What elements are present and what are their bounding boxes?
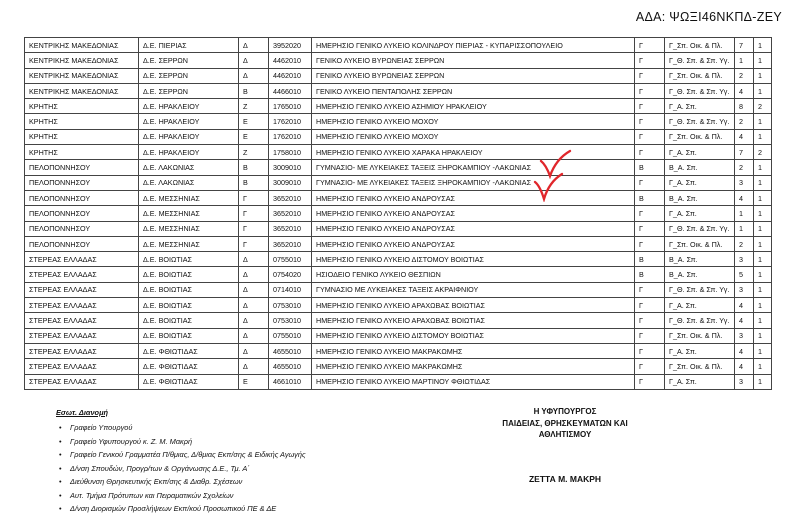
table-cell: ΗΣΙΟΔΕΙΟ ΓΕΝΙΚΟ ΛΥΚΕΙΟ ΘΕΣΠΙΩΝ — [312, 267, 635, 282]
table-cell: Δ.Ε. ΗΡΑΚΛΕΙΟΥ — [139, 145, 239, 160]
table-cell: 1 — [735, 53, 754, 68]
table-cell: 4661010 — [269, 374, 312, 389]
table-cell: 1 — [754, 114, 772, 129]
table-cell: ΣΤΕΡΕΑΣ ΕΛΛΑΔΑΣ — [25, 298, 139, 313]
table-cell: ΠΕΛΟΠΟΝΝΗΣΟΥ — [25, 190, 139, 205]
table-cell: ΗΜΕΡΗΣΙΟ ΓΕΝΙΚΟ ΛΥΚΕΙΟ ΜΑΡΤΙΝΟΥ ΦΘΙΩΤΙΔΑΣ — [312, 374, 635, 389]
table-row — [25, 374, 772, 389]
table-cell: ΗΜΕΡΗΣΙΟ ΓΕΝΙΚΟ ΛΥΚΕΙΟ ΑΝΔΡΟΥΣΑΣ — [312, 236, 635, 251]
table-cell: Δ.Ε. ΣΕΡΡΩΝ — [139, 53, 239, 68]
distribution-item: • Διεύθυνση Θρησκευτικής Εκπ/σης & Διαθρ. Σχέσεων — [70, 475, 306, 489]
table-cell: 1 — [754, 343, 772, 358]
table-cell: Γ — [635, 374, 665, 389]
table-cell: Γ_Σπ. Οικ. & Πλ. — [665, 359, 735, 374]
table-cell: Δ.Ε. ΗΡΑΚΛΕΙΟΥ — [139, 99, 239, 114]
signature-title-line: Η ΥΦΥΠΟΥΡΓΟΣ — [533, 407, 597, 416]
table-cell: Β — [239, 175, 269, 190]
table-cell: Γ_Θ. Σπ. & Σπ. Υγ. — [665, 313, 735, 328]
table-cell: 0754020 — [269, 267, 312, 282]
table-cell: ΣΤΕΡΕΑΣ ΕΛΛΑΔΑΣ — [25, 328, 139, 343]
table-row — [25, 267, 772, 282]
table-cell: ΗΜΕΡΗΣΙΟ ΓΕΝΙΚΟ ΛΥΚΕΙΟ ΚΟΛΙΝΔΡΟΥ ΠΙΕΡΙΑΣ - ΚΥΠΑΡΙΣΣΟΠΟΥΛΕΙΟ — [312, 38, 635, 53]
table-row — [25, 359, 772, 374]
table-row — [25, 282, 772, 297]
table-cell: 1 — [754, 175, 772, 190]
table-cell: Γ_Θ. Σπ. & Σπ. Υγ. — [665, 83, 735, 98]
table-cell: ΗΜΕΡΗΣΙΟ ΓΕΝΙΚΟ ΛΥΚΕΙΟ ΑΡΑΧΩΒΑΣ ΒΟΙΩΤΙΑΣ — [312, 298, 635, 313]
table-cell: 1762010 — [269, 129, 312, 144]
table-cell: ΣΤΕΡΕΑΣ ΕΛΛΑΔΑΣ — [25, 313, 139, 328]
table-cell: ΣΤΕΡΕΑΣ ΕΛΛΑΔΑΣ — [25, 359, 139, 374]
table-cell: Γ — [635, 83, 665, 98]
table-cell: Γ_Σπ. Οικ. & Πλ. — [665, 129, 735, 144]
table-row — [25, 83, 772, 98]
table-row — [25, 160, 772, 175]
table-cell: Δ.Ε. ΠΙΕΡΙΑΣ — [139, 38, 239, 53]
table-cell: ΗΜΕΡΗΣΙΟ ΓΕΝΙΚΟ ΛΥΚΕΙΟ ΑΝΔΡΟΥΣΑΣ — [312, 221, 635, 236]
table-row — [25, 221, 772, 236]
table-cell: Δ.Ε. ΛΑΚΩΝΙΑΣ — [139, 160, 239, 175]
table-cell: Β — [635, 190, 665, 205]
table-cell: 3652010 — [269, 190, 312, 205]
table-cell: Γ_Σπ. Οικ. & Πλ. — [665, 236, 735, 251]
table-cell: Γ_Α. Σπ. — [665, 145, 735, 160]
table-cell: ΗΜΕΡΗΣΙΟ ΓΕΝΙΚΟ ΛΥΚΕΙΟ ΜΟΧΟΥ — [312, 114, 635, 129]
table-cell: Β_Α. Σπ. — [665, 267, 735, 282]
table-cell: ΣΤΕΡΕΑΣ ΕΛΛΑΔΑΣ — [25, 267, 139, 282]
check-mark-icon — [532, 172, 566, 202]
table-cell: 1 — [754, 68, 772, 83]
table-cell: Γ — [635, 114, 665, 129]
table-cell: ΗΜΕΡΗΣΙΟ ΓΕΝΙΚΟ ΛΥΚΕΙΟ ΑΣΗΜΙΟΥ ΗΡΑΚΛΕΙΟΥ — [312, 99, 635, 114]
table-cell: ΠΕΛΟΠΟΝΝΗΣΟΥ — [25, 175, 139, 190]
table-cell: Δ.Ε. ΜΕΣΣΗΝΙΑΣ — [139, 206, 239, 221]
table-cell: 4 — [735, 359, 754, 374]
table-cell: Δ.Ε. ΦΘΙΩΤΙΔΑΣ — [139, 374, 239, 389]
table-cell: 4 — [735, 343, 754, 358]
table-cell: Γ — [635, 145, 665, 160]
table-cell: Γ — [635, 221, 665, 236]
table-cell: 3 — [735, 374, 754, 389]
table-cell: Γ — [635, 343, 665, 358]
table-cell: Δ — [239, 252, 269, 267]
table-cell: 8 — [735, 99, 754, 114]
table-cell: Γ — [635, 236, 665, 251]
table-cell: Δ — [239, 298, 269, 313]
signer-name: ΖΕΤΤΑ Μ. ΜΑΚΡΗ — [528, 474, 602, 484]
signature-title — [490, 406, 640, 441]
table-cell: Β — [635, 267, 665, 282]
table-cell: Δ.Ε. ΣΕΡΡΩΝ — [139, 68, 239, 83]
table-row — [25, 38, 772, 53]
table-cell: Δ.Ε. ΜΕΣΣΗΝΙΑΣ — [139, 236, 239, 251]
table-cell: Γ — [239, 206, 269, 221]
table-cell: Γ_Σπ. Οικ. & Πλ. — [665, 38, 735, 53]
table-cell: Δ.Ε. ΗΡΑΚΛΕΙΟΥ — [139, 114, 239, 129]
table-cell: ΗΜΕΡΗΣΙΟ ΓΕΝΙΚΟ ΛΥΚΕΙΟ ΔΙΣΤΟΜΟΥ ΒΟΙΩΤΙΑΣ — [312, 328, 635, 343]
table-cell: 4 — [735, 129, 754, 144]
table-cell: Γ_Α. Σπ. — [665, 298, 735, 313]
table-cell: 1 — [754, 267, 772, 282]
table-cell: 0714010 — [269, 282, 312, 297]
table-cell: Γ — [635, 53, 665, 68]
table-cell: ΚΡΗΤΗΣ — [25, 145, 139, 160]
table-cell: 3652010 — [269, 236, 312, 251]
table-cell: Β_Α. Σπ. — [665, 252, 735, 267]
table-row — [25, 328, 772, 343]
table-row — [25, 252, 772, 267]
table-cell: Γ_Θ. Σπ. & Σπ. Υγ. — [665, 282, 735, 297]
table-cell: 4466010 — [269, 83, 312, 98]
table-cell: Γ_Α. Σπ. — [665, 374, 735, 389]
table-cell: 4462010 — [269, 53, 312, 68]
table-cell: Δ.Ε. ΒΟΙΩΤΙΑΣ — [139, 252, 239, 267]
table-cell: Δ.Ε. ΒΟΙΩΤΙΑΣ — [139, 328, 239, 343]
table-row — [25, 206, 772, 221]
table-cell: Β — [635, 160, 665, 175]
table-cell: 3 — [735, 328, 754, 343]
table-cell: ΚΡΗΤΗΣ — [25, 114, 139, 129]
table-row — [25, 343, 772, 358]
table-cell: 3652010 — [269, 221, 312, 236]
table-cell: Δ.Ε. ΜΕΣΣΗΝΙΑΣ — [139, 190, 239, 205]
table-cell: 2 — [754, 145, 772, 160]
table-cell: Γ — [635, 313, 665, 328]
table-cell: 1 — [754, 38, 772, 53]
table-cell: Δ — [239, 38, 269, 53]
table-row — [25, 236, 772, 251]
table-cell: ΚΕΝΤΡΙΚΗΣ ΜΑΚΕΔΟΝΙΑΣ — [25, 53, 139, 68]
table-cell: ΗΜΕΡΗΣΙΟ ΓΕΝΙΚΟ ΛΥΚΕΙΟ ΜΑΚΡΑΚΩΜΗΣ — [312, 343, 635, 358]
table-row — [25, 114, 772, 129]
table-cell: Γ — [635, 68, 665, 83]
table-cell: 4 — [735, 190, 754, 205]
table-cell: ΣΤΕΡΕΑΣ ΕΛΛΑΔΑΣ — [25, 343, 139, 358]
table-cell: 4 — [735, 83, 754, 98]
table-cell: 0753010 — [269, 298, 312, 313]
table-cell: 4655010 — [269, 343, 312, 358]
table-cell: 2 — [735, 236, 754, 251]
table-cell: 1765010 — [269, 99, 312, 114]
table-cell: ΗΜΕΡΗΣΙΟ ΓΕΝΙΚΟ ΛΥΚΕΙΟ ΑΝΔΡΟΥΣΑΣ — [312, 190, 635, 205]
table-row — [25, 129, 772, 144]
distribution-item: • Γραφείο Γενικού Γραμματέα Π/θμιας, Δ/θμιας Εκπ/σης & Ειδικής Αγωγής — [70, 448, 306, 462]
table-row — [25, 53, 772, 68]
table-body — [25, 38, 772, 390]
table-cell: ΚΕΝΤΡΙΚΗΣ ΜΑΚΕΔΟΝΙΑΣ — [25, 68, 139, 83]
table-cell: 1 — [735, 221, 754, 236]
table-cell: ΚΡΗΤΗΣ — [25, 99, 139, 114]
table-cell: 3009010 — [269, 160, 312, 175]
table-cell: Δ.Ε. ΒΟΙΩΤΙΑΣ — [139, 298, 239, 313]
table-cell: Γ — [635, 175, 665, 190]
table-cell: 2 — [735, 160, 754, 175]
signature-title-line: ΠΑΙΔΕΙΑΣ, ΘΡΗΣΚΕΥΜΑΤΩΝ ΚΑΙ — [502, 418, 628, 428]
table-cell: 0755010 — [269, 328, 312, 343]
table-cell: 1 — [754, 282, 772, 297]
table-cell: ΣΤΕΡΕΑΣ ΕΛΛΑΔΑΣ — [25, 252, 139, 267]
table-cell: 1 — [754, 374, 772, 389]
table-cell: 3009010 — [269, 175, 312, 190]
table-cell: 1 — [754, 252, 772, 267]
table-row — [25, 190, 772, 205]
table-cell: Ζ — [239, 145, 269, 160]
table-cell: ΓΥΜΝΑΣΙΟ- ΜΕ ΛΥΚΕΙΑΚΕΣ ΤΑΞΕΙΣ ΞΗΡΟΚΑΜΠΙΟΥ -ΛΑΚΩΝΙΑΣ — [312, 175, 635, 190]
table-cell: 1 — [754, 53, 772, 68]
table-cell: Γ_Θ. Σπ. & Σπ. Υγ. — [665, 114, 735, 129]
ada-code: ΑΔΑ: ΨΩΞΙ46ΝΚΠΔ-ΖΕΥ — [635, 10, 782, 24]
table-cell: 1 — [754, 190, 772, 205]
table-cell: ΓΕΝΙΚΟ ΛΥΚΕΙΟ ΒΥΡΩΝΕΙΑΣ ΣΕΡΡΩΝ — [312, 53, 635, 68]
table-cell: Γ_Α. Σπ. — [665, 343, 735, 358]
table-cell: 1 — [754, 236, 772, 251]
table-cell: Δ.Ε. ΜΕΣΣΗΝΙΑΣ — [139, 221, 239, 236]
table-cell: 1 — [754, 206, 772, 221]
table-cell: 5 — [735, 267, 754, 282]
table-cell: ΣΤΕΡΕΑΣ ΕΛΛΑΔΑΣ — [25, 374, 139, 389]
table-cell: Δ.Ε. ΒΟΙΩΤΙΑΣ — [139, 313, 239, 328]
table-cell: 1 — [735, 206, 754, 221]
distribution-item: • Δ/νση Διορισμών Προσλήψεων Εκπ/κού Προσωπικού ΠΕ & ΔΕ — [70, 502, 306, 516]
table-cell: 1 — [754, 160, 772, 175]
table-cell: ΠΕΛΟΠΟΝΝΗΣΟΥ — [25, 206, 139, 221]
table-cell: Δ.Ε. ΛΑΚΩΝΙΑΣ — [139, 175, 239, 190]
table-cell: Δ.Ε. ΒΟΙΩΤΙΑΣ — [139, 267, 239, 282]
table-cell: Δ.Ε. ΦΘΙΩΤΙΔΑΣ — [139, 359, 239, 374]
table-cell: Γ_Α. Σπ. — [665, 175, 735, 190]
distribution-item: • Αυτ. Τμήμα Πρότυπων και Πειραματικών Σχολείων — [70, 489, 306, 503]
table-cell: 4655010 — [269, 359, 312, 374]
distribution-title: Εσωτ. Διανομή — [56, 408, 109, 417]
table-row — [25, 68, 772, 83]
table-cell: 1 — [754, 298, 772, 313]
table-cell: 0755010 — [269, 252, 312, 267]
table-row — [25, 175, 772, 190]
table-cell: Ε — [239, 114, 269, 129]
table-cell: ΗΜΕΡΗΣΙΟ ΓΕΝΙΚΟ ΛΥΚΕΙΟ ΑΡΑΧΩΒΑΣ ΒΟΙΩΤΙΑΣ — [312, 313, 635, 328]
table-cell: Γ — [239, 236, 269, 251]
table-cell: 1762010 — [269, 114, 312, 129]
table-cell: ΓΥΜΝΑΣΙΟ ΜΕ ΛΥΚΕΙΑΚΕΣ ΤΑΞΕΙΣ ΑΚΡΑΙΦΝΙΟΥ — [312, 282, 635, 297]
table-cell: Δ — [239, 267, 269, 282]
table-cell: Δ — [239, 313, 269, 328]
table-cell: Β — [239, 160, 269, 175]
table-cell: Γ_Σπ. Οικ. & Πλ. — [665, 68, 735, 83]
table-cell: ΣΤΕΡΕΑΣ ΕΛΛΑΔΑΣ — [25, 282, 139, 297]
table-cell: ΓΕΝΙΚΟ ΛΥΚΕΙΟ ΠΕΝΤΑΠΟΛΗΣ ΣΕΡΡΩΝ — [312, 83, 635, 98]
table-cell: ΠΕΛΟΠΟΝΝΗΣΟΥ — [25, 221, 139, 236]
table-cell: Γ — [635, 298, 665, 313]
table-cell: Δ.Ε. ΦΘΙΩΤΙΔΑΣ — [139, 343, 239, 358]
table-cell: Ε — [239, 374, 269, 389]
table-cell: Δ — [239, 343, 269, 358]
table-cell: 7 — [735, 145, 754, 160]
table-cell: ΚΡΗΤΗΣ — [25, 129, 139, 144]
table-cell: Γ_Α. Σπ. — [665, 206, 735, 221]
table-cell: 0753010 — [269, 313, 312, 328]
table-cell: ΠΕΛΟΠΟΝΝΗΣΟΥ — [25, 160, 139, 175]
table-cell: Δ — [239, 68, 269, 83]
distribution-list — [56, 421, 306, 516]
table-row — [25, 313, 772, 328]
table-cell: 4 — [735, 298, 754, 313]
table-cell: 2 — [754, 99, 772, 114]
table-cell: 3 — [735, 282, 754, 297]
table-cell: 3652010 — [269, 206, 312, 221]
table-cell: Δ.Ε. ΗΡΑΚΛΕΙΟΥ — [139, 129, 239, 144]
table-cell: 2 — [735, 68, 754, 83]
table-cell: Γ_Σπ. Οικ. & Πλ. — [665, 328, 735, 343]
table-cell: ΓΥΜΝΑΣΙΟ- ΜΕ ΛΥΚΕΙΑΚΕΣ ΤΑΞΕΙΣ ΞΗΡΟΚΑΜΠΙΟΥ -ΛΑΚΩΝΙΑΣ — [312, 160, 635, 175]
table-cell: Δ.Ε. ΒΟΙΩΤΙΑΣ — [139, 282, 239, 297]
distribution-item: • Γραφείο Υφυπουργού κ. Ζ. Μ. Μακρή — [70, 435, 306, 449]
table-cell: Δ — [239, 53, 269, 68]
table-cell: Ε — [239, 129, 269, 144]
table-cell: ΗΜΕΡΗΣΙΟ ΓΕΝΙΚΟ ΛΥΚΕΙΟ ΧΑΡΑΚΑ ΗΡΑΚΛΕΙΟΥ — [312, 145, 635, 160]
table-cell: Δ.Ε. ΣΕΡΡΩΝ — [139, 83, 239, 98]
table-cell: Γ — [239, 190, 269, 205]
table-cell: Γ — [635, 359, 665, 374]
table-cell: Γ — [635, 282, 665, 297]
table-cell: ΚΕΝΤΡΙΚΗΣ ΜΑΚΕΔΟΝΙΑΣ — [25, 83, 139, 98]
table-row — [25, 99, 772, 114]
table-cell: Γ — [635, 206, 665, 221]
table-cell: 1 — [754, 359, 772, 374]
distribution-block — [56, 408, 306, 516]
table-cell: 1 — [754, 313, 772, 328]
table-cell: 4 — [735, 313, 754, 328]
table-cell: Δ — [239, 282, 269, 297]
distribution-item: • Γραφείο Υπουργού — [70, 421, 306, 435]
table-cell: 2 — [735, 114, 754, 129]
table-cell: 3 — [735, 175, 754, 190]
signature-title-line: ΑΘΛΗΤΙΣΜΟΥ — [538, 430, 592, 439]
table-cell: ΗΜΕΡΗΣΙΟ ΓΕΝΙΚΟ ΛΥΚΕΙΟ ΜΑΚΡΑΚΩΜΗΣ — [312, 359, 635, 374]
table-cell: 1 — [754, 221, 772, 236]
table-cell: Β — [239, 83, 269, 98]
table-cell: ΗΜΕΡΗΣΙΟ ΓΕΝΙΚΟ ΛΥΚΕΙΟ ΜΟΧΟΥ — [312, 129, 635, 144]
table-cell: 3 — [735, 252, 754, 267]
table-cell: Β_Α. Σπ. — [665, 190, 735, 205]
table-cell: ΗΜΕΡΗΣΙΟ ΓΕΝΙΚΟ ΛΥΚΕΙΟ ΑΝΔΡΟΥΣΑΣ — [312, 206, 635, 221]
table-cell: 1 — [754, 328, 772, 343]
table-cell: Γ_Α. Σπ. — [665, 99, 735, 114]
table-cell: 1 — [754, 83, 772, 98]
table-cell: Δ — [239, 359, 269, 374]
table-cell: Ζ — [239, 99, 269, 114]
distribution-item: • Δ/νση Σπουδών, Προγρ/των & Οργάνωσης Δ.Ε., Τμ. Α΄ — [70, 462, 306, 476]
table-cell: Γ — [635, 129, 665, 144]
table-cell: Γ_Θ. Σπ. & Σπ. Υγ. — [665, 221, 735, 236]
table-cell: Γ — [239, 221, 269, 236]
table-cell: Γ — [635, 38, 665, 53]
table-row — [25, 145, 772, 160]
table-cell: 3952020 — [269, 38, 312, 53]
table-cell: ΓΕΝΙΚΟ ΛΥΚΕΙΟ ΒΥΡΩΝΕΙΑΣ ΣΕΡΡΩΝ — [312, 68, 635, 83]
table-cell: 1758010 — [269, 145, 312, 160]
table-row — [25, 298, 772, 313]
table-cell: ΠΕΛΟΠΟΝΝΗΣΟΥ — [25, 236, 139, 251]
schools-table — [24, 37, 772, 390]
table-cell: ΗΜΕΡΗΣΙΟ ΓΕΝΙΚΟ ΛΥΚΕΙΟ ΔΙΣΤΟΜΟΥ ΒΟΙΩΤΙΑΣ — [312, 252, 635, 267]
table-cell: 4462010 — [269, 68, 312, 83]
table-cell: Γ — [635, 99, 665, 114]
table-cell: 1 — [754, 129, 772, 144]
table-cell: Δ — [239, 328, 269, 343]
table-cell: 7 — [735, 38, 754, 53]
table-cell: Γ_Θ. Σπ. & Σπ. Υγ. — [665, 53, 735, 68]
table-cell: Γ — [635, 328, 665, 343]
table-cell: ΚΕΝΤΡΙΚΗΣ ΜΑΚΕΔΟΝΙΑΣ — [25, 38, 139, 53]
table-cell: Β — [635, 252, 665, 267]
table-cell: Β_Α. Σπ. — [665, 160, 735, 175]
